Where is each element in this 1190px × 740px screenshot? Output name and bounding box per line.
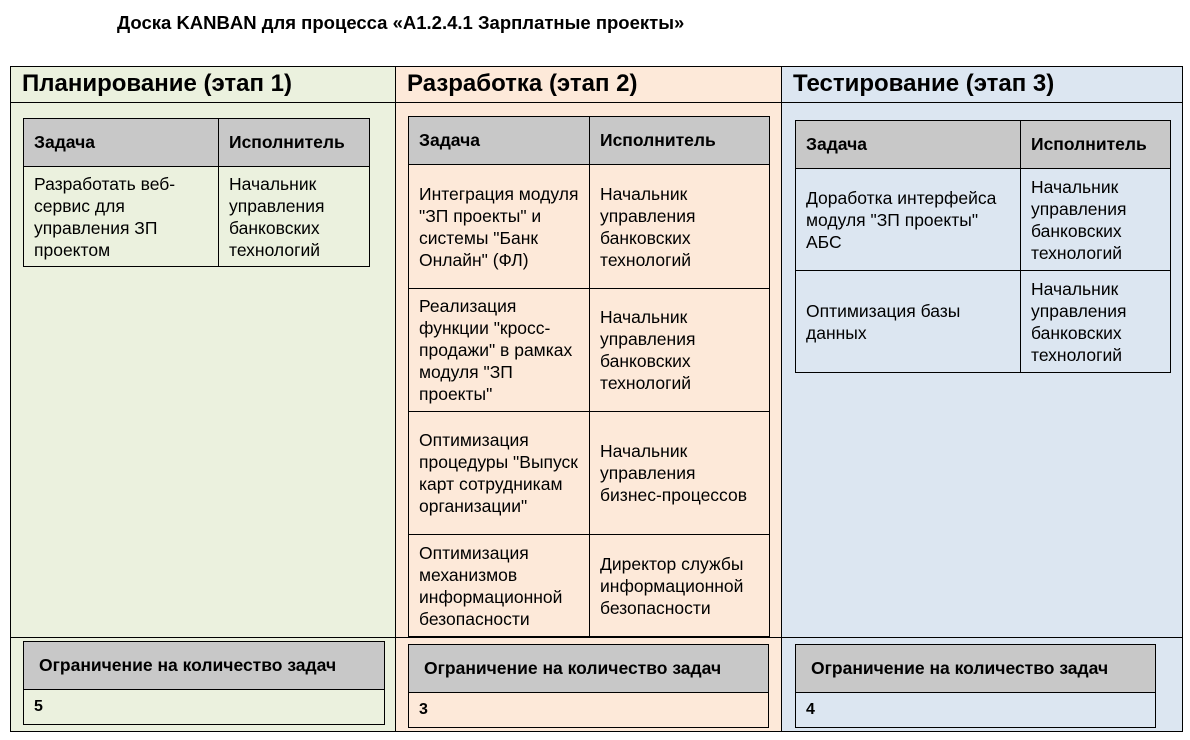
assignee-cell: Начальник управления бизнес-процессов (590, 412, 770, 535)
column-title: Разработка (этап 2) (396, 67, 781, 103)
assignee-cell: Начальник управления банковских технологий (590, 289, 770, 412)
assignee-cell: Начальник управления банковских технологий (1021, 169, 1171, 271)
assignee-cell: Начальник управления банковских технологий (1021, 271, 1171, 373)
column-planning (10, 66, 396, 732)
assignee-cell: Начальник управления банковских технологий (219, 167, 370, 267)
task-cell: Оптимизация процедуры "Выпуск карт сотрудникам организации" (409, 412, 590, 535)
column-title: Тестирование (этап 3) (782, 67, 1182, 103)
assignee-cell: Директор службы информационной безопасности (590, 535, 770, 637)
limit-header: Ограничение на количество задач (24, 642, 385, 690)
task-column-header: Задача (24, 119, 219, 167)
table-row[interactable] (409, 289, 770, 412)
limit-divider (396, 637, 781, 638)
limit-divider (782, 637, 1182, 638)
task-table-header (796, 121, 1171, 169)
task-column-header: Задача (409, 117, 590, 165)
limit-table (408, 644, 769, 728)
table-row[interactable] (409, 535, 770, 637)
limit-table (23, 641, 385, 725)
task-table (408, 116, 770, 637)
task-cell: Интеграция модуля "ЗП проекты" и системы "Банк Онлайн" (ФЛ) (409, 165, 590, 289)
task-table (795, 120, 1171, 373)
table-row[interactable] (409, 412, 770, 535)
assignee-cell: Начальник управления банковских технологий (590, 165, 770, 289)
column-title: Планирование (этап 1) (11, 67, 395, 103)
limit-table (795, 644, 1156, 728)
task-cell: Разработать веб-сервис для управления ЗП проектом (24, 167, 219, 267)
table-row[interactable] (796, 169, 1171, 271)
task-cell: Реализация функции "кросс-продажи" в рамках модуля "ЗП проекты" (409, 289, 590, 412)
task-cell: Оптимизация механизмов информационной безопасности (409, 535, 590, 637)
column-testing (781, 66, 1183, 732)
task-cell: Оптимизация базы данных (796, 271, 1021, 373)
table-row[interactable] (24, 167, 370, 267)
assignee-column-header: Исполнитель (1021, 121, 1171, 169)
task-column-header: Задача (796, 121, 1021, 169)
task-table-header (409, 117, 770, 165)
table-row[interactable] (796, 271, 1171, 373)
document-title: Доска KANBAN для процесса «А1.2.4.1 Зарплатные проекты» (117, 12, 685, 33)
limit-divider (11, 637, 395, 638)
limit-value: 3 (409, 693, 769, 728)
assignee-column-header: Исполнитель (590, 117, 770, 165)
column-development (395, 66, 782, 732)
limit-value: 5 (24, 690, 385, 725)
table-row[interactable] (409, 165, 770, 289)
task-table (23, 118, 370, 267)
task-table-header (24, 119, 370, 167)
limit-header: Ограничение на количество задач (409, 645, 769, 693)
assignee-column-header: Исполнитель (219, 119, 370, 167)
task-cell: Доработка интерфейса модуля "ЗП проекты" АБС (796, 169, 1021, 271)
limit-value: 4 (796, 693, 1156, 728)
limit-header: Ограничение на количество задач (796, 645, 1156, 693)
